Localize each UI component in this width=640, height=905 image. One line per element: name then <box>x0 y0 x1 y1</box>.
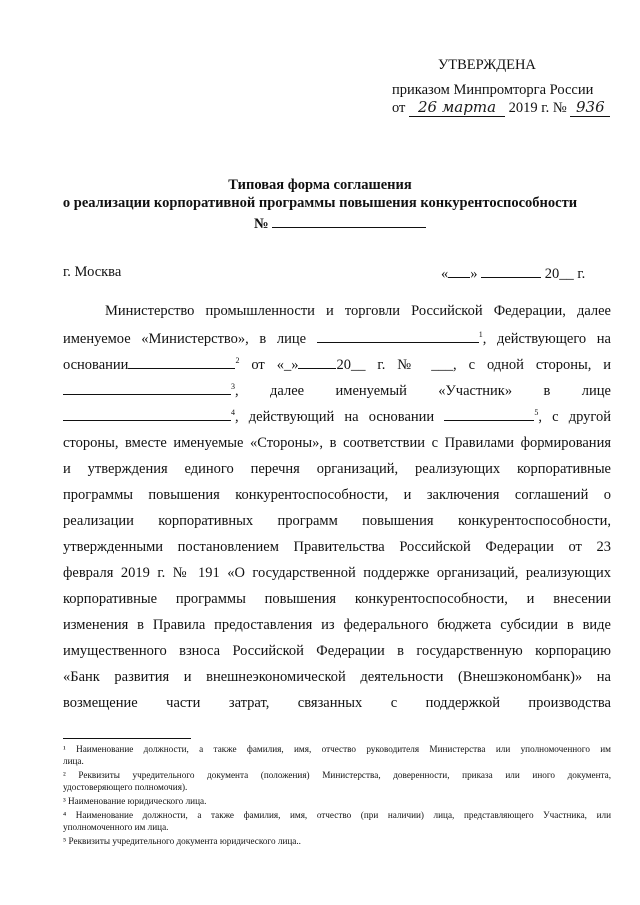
body-line: утвержденными постановлением Правительства Российской Федерации от 23 <box>63 539 611 555</box>
month-blank <box>298 355 336 369</box>
city: г. Москва <box>63 264 122 280</box>
day-blank <box>448 264 470 278</box>
body-line: изменения в Правила предоставления из федерального бюджета субсидии в виде <box>63 617 611 633</box>
body-line <box>63 329 611 348</box>
footnote-ref: 5 <box>534 408 539 418</box>
footnote-ref: 2 <box>235 356 240 366</box>
title-line-1: Типовая форма соглашения <box>228 177 412 193</box>
basis-blank <box>128 355 235 369</box>
participant-representative-blank <box>63 407 231 421</box>
body-line <box>63 381 611 400</box>
body-text: , далее именуемый «Участник» в лице <box>235 383 611 399</box>
body-line: программы повышения конкурентоспособности, и заключения соглашений о <box>63 487 611 503</box>
footnote-5: ⁵ Реквизиты учредительного документа юридического лица.. <box>63 836 301 846</box>
footnote-3: ³ Наименование юридического лица. <box>63 796 207 806</box>
body-line: имущественного взноса Российской Федерации в государственную корпорацию <box>63 643 611 659</box>
approval-order <box>392 82 593 99</box>
body-text: , действующий на основании <box>235 409 435 425</box>
body-text: , с другой <box>538 409 611 425</box>
approved-label: УТВЕРЖДЕНА <box>438 57 536 73</box>
order-year: 2019 г. № <box>508 100 567 116</box>
participant-blank <box>63 381 231 395</box>
place-date <box>441 264 585 283</box>
footnote-ref: 3 <box>231 382 235 392</box>
title-line-2: о реализации корпоративной программы повышения конкурентоспособности <box>62 195 578 211</box>
body-line <box>63 407 611 426</box>
agreement-number <box>254 213 426 233</box>
number-label: № <box>254 216 269 232</box>
body-text: от «_» <box>251 357 299 373</box>
footnote-1: ¹ Наименование должности, а также фамилия, имя, отчество руководителя Министерства или уполномоченного им <box>63 744 611 754</box>
participant-basis-blank <box>444 407 534 421</box>
body-text: 20__ г. № ___, с одной стороны, и <box>336 357 612 373</box>
body-text: основании <box>63 357 129 373</box>
body-line: «Банк развития и внешнеэкономической деятельности (Внешэкономбанк)» на <box>63 669 611 685</box>
body-line <box>63 355 611 374</box>
date-close-quote: » <box>470 266 478 282</box>
body-line: стороны, вместе именуемые «Стороны», в соответствии с Правилами формирования <box>63 435 611 451</box>
footnote-4: ⁴ Наименование должности, а также фамилия, имя, отчество (при наличии) лица, представляющего Участника, или <box>63 810 611 820</box>
handwritten-date: 26 марта <box>409 98 505 117</box>
footnote-2: ² Реквизиты учредительного документа (положения) Министерства, доверенности, приказа или иного документа, <box>63 770 611 780</box>
footnote-1-cont: лица. <box>63 756 84 766</box>
representative-blank <box>317 329 479 343</box>
body-line: возмещение части затрат, связанных с поддержкой производства <box>63 695 611 711</box>
number-blank <box>272 213 426 228</box>
body-text: именуемое «Министерство», в лице <box>63 331 307 347</box>
body-line: февраля 2019 г. № 191 «О государственной поддержке организаций, реализующих <box>63 565 611 581</box>
body-line: реализации корпоративных программ повышения конкурентоспособности, <box>63 513 611 529</box>
approval-date-line <box>392 98 610 117</box>
footnote-separator <box>63 738 191 739</box>
footnote-ref: 4 <box>231 408 235 418</box>
handwritten-number: 936 <box>570 98 610 117</box>
body-text: , действующего на <box>482 331 611 347</box>
footnote-4-cont: уполномоченного им лица. <box>63 822 169 832</box>
body-line: корпоративные программы повышения конкурентоспособности, и внесении <box>63 591 611 607</box>
date-year: 20__ г. <box>544 266 586 282</box>
date-open-quote: « <box>441 266 449 282</box>
footnote-ref: 1 <box>478 330 483 340</box>
approval-heading <box>438 57 536 74</box>
approval-order-text: приказом Минпромторга России <box>392 82 594 98</box>
footnote-2-cont: удостоверяющего полномочия). <box>63 782 188 792</box>
body-line: и утверждения единого перечня организаций, реализующих корпоративные <box>63 461 611 477</box>
month-blank <box>481 264 541 278</box>
body-line: Министерство промышленности и торговли Российской Федерации, далее <box>105 303 611 319</box>
date-prefix: от <box>392 100 406 116</box>
